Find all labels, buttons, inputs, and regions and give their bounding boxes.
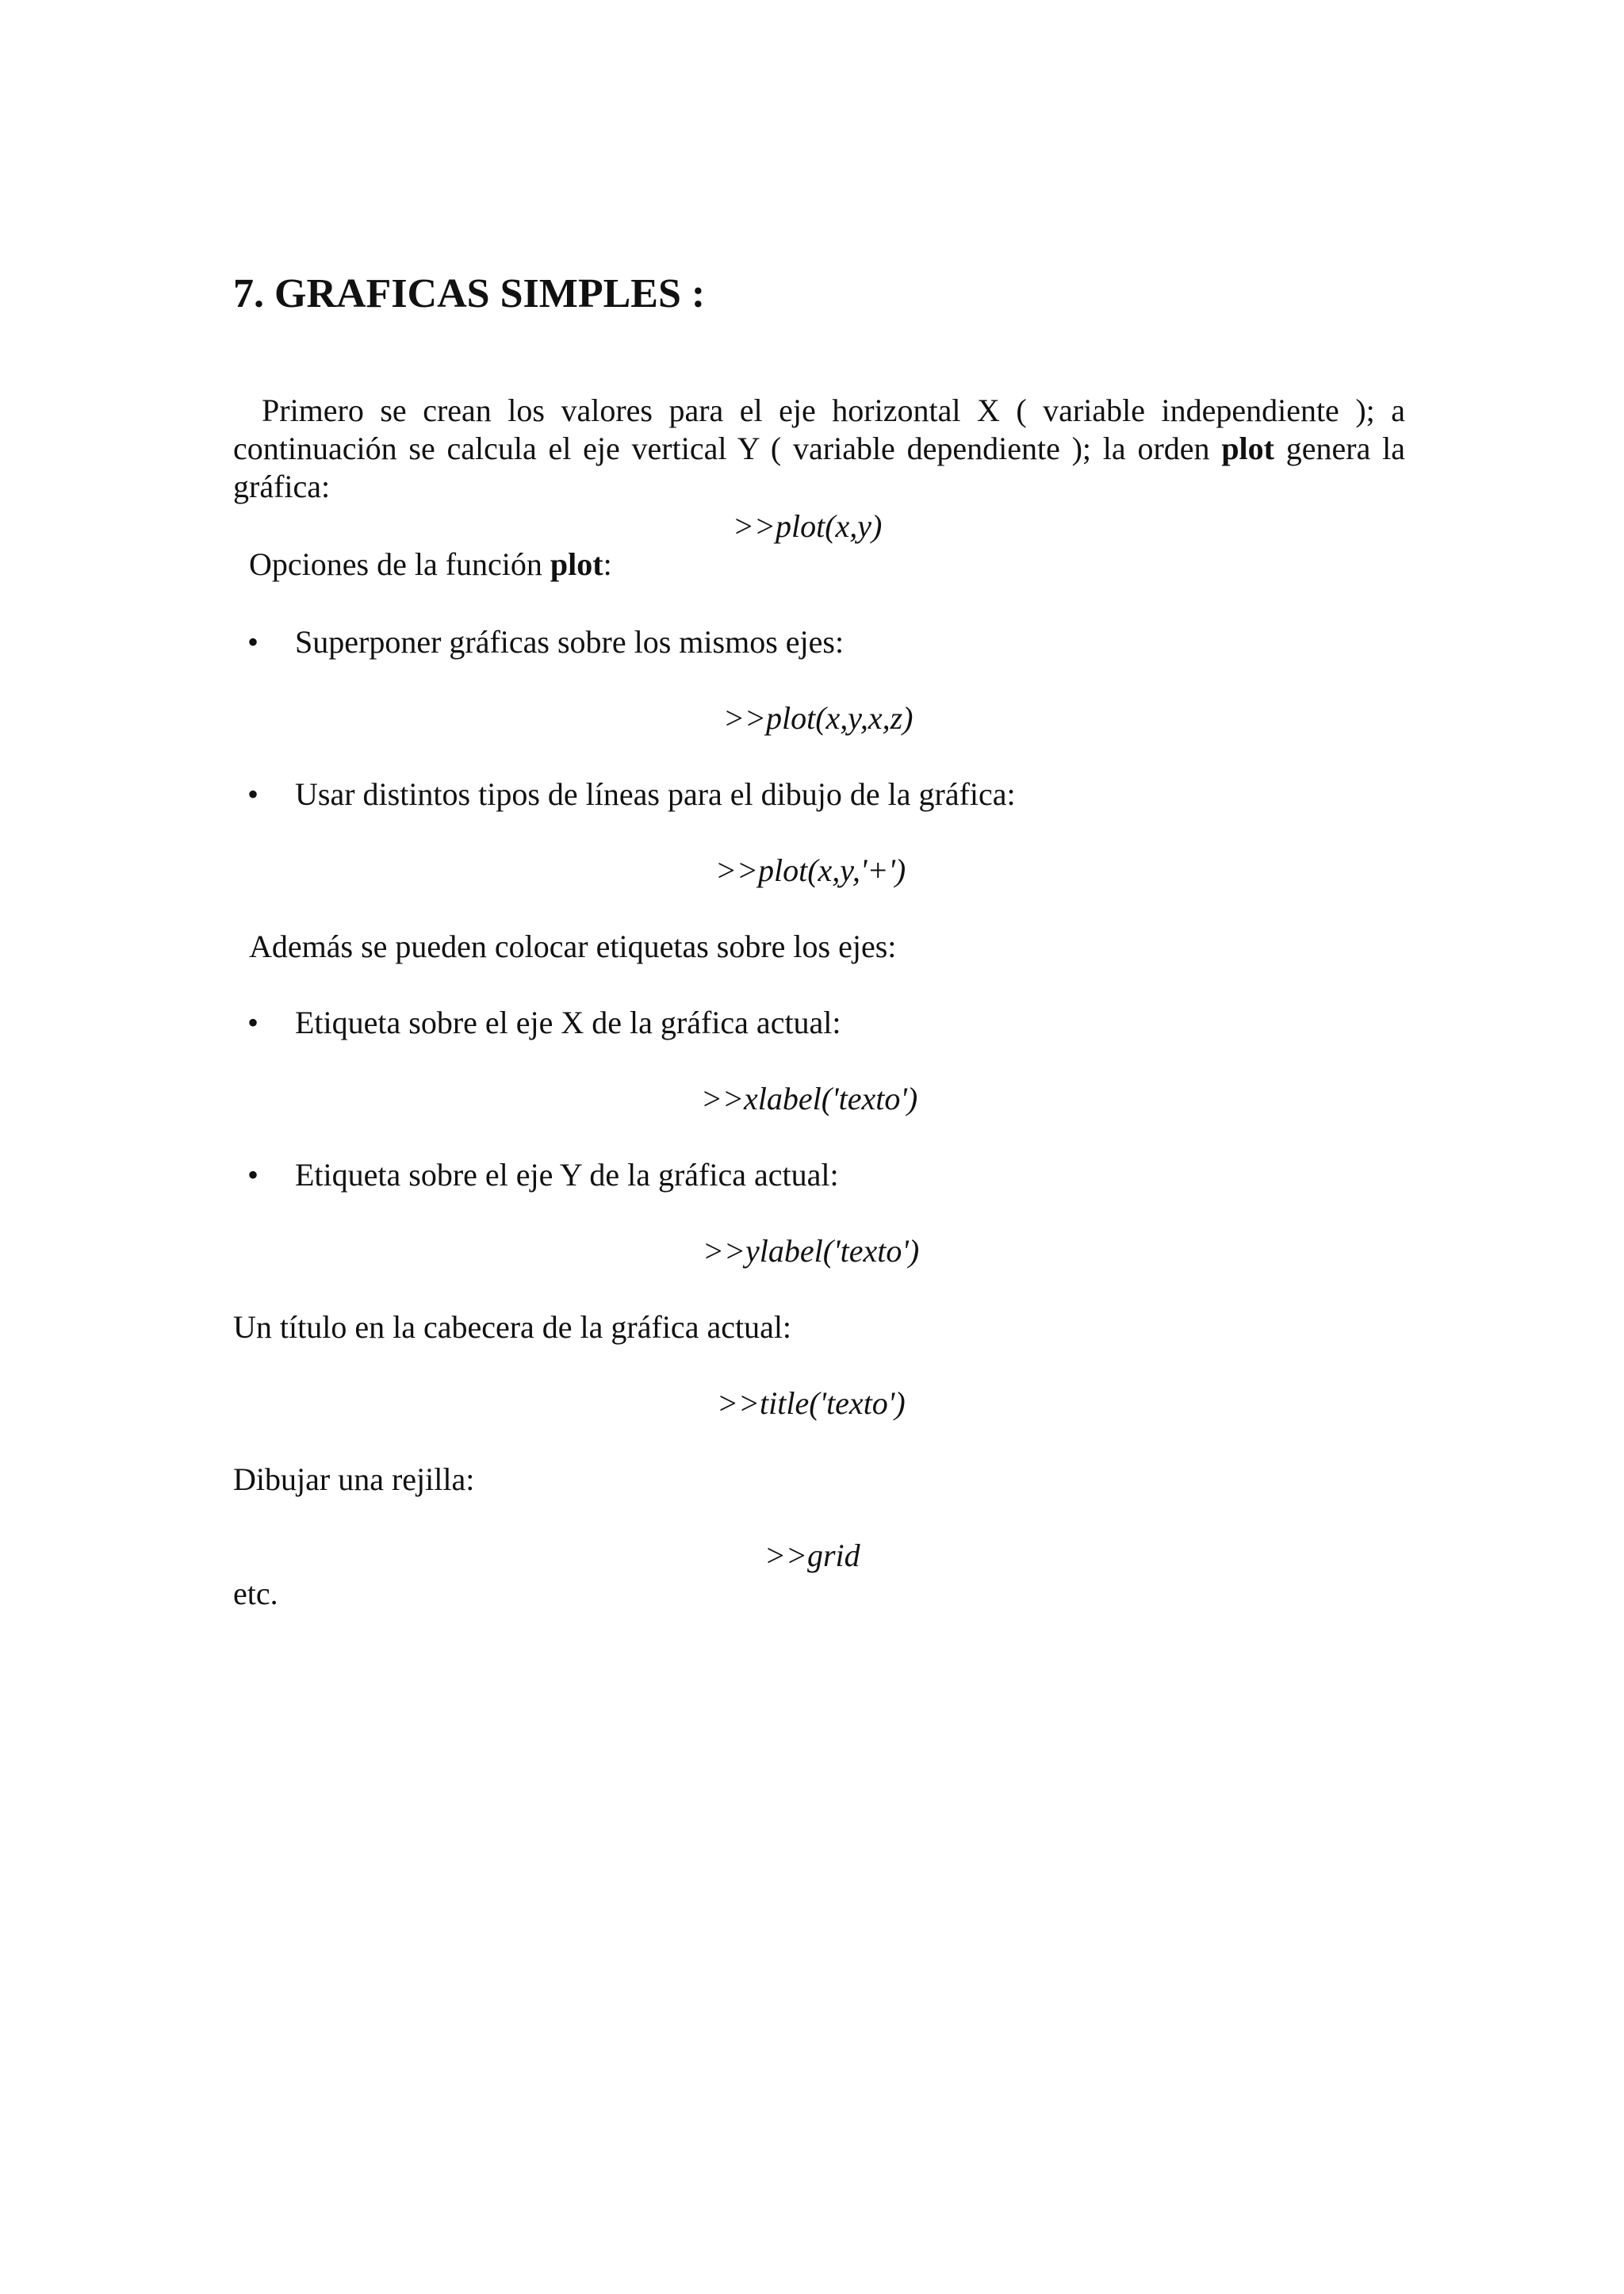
bullet-icon: • [247,1005,259,1040]
bullet-text: Etiqueta sobre el eje X de la gráfica actual: [295,1005,841,1040]
code-xlabel: >>xlabel('texto') [701,1081,918,1116]
bullet-icon: • [247,776,259,812]
bullet-icon: • [247,1157,259,1193]
options-line [249,546,612,584]
code-grid: >>grid [764,1538,860,1573]
bullet-text: Etiqueta sobre el eje Y de la gráfica actual: [295,1157,839,1193]
labels-intro: Además se pueden colocar etiquetas sobre los ejes: [249,929,897,964]
options-bold-plot: plot [550,546,603,582]
bullet-item-linetype [247,776,1016,814]
bullet-item-superpose [247,623,844,661]
options-suffix: : [603,546,612,582]
code-plot-xy: >>plot(x,y) [733,508,883,544]
grid-line: Dibujar una rejilla: [233,1461,475,1497]
options-prefix: Opciones de la función [249,546,542,582]
bullet-text: Superponer gráficas sobre los mismos ejes: [295,624,845,660]
code-plot-linetype: >>plot(x,y,'+') [715,852,906,888]
intro-bold-plot: plot [1221,431,1274,466]
intro-text-part2: genera la gráfica: [233,431,1406,504]
bullet-item-xlabel [247,1004,841,1042]
etc-text: etc. [233,1576,278,1611]
title-line: Un título en la cabecera de la gráfica actual: [233,1309,792,1345]
bullet-text: Usar distintos tipos de líneas para el dibujo de la gráfica: [295,776,1016,812]
bullet-item-ylabel [247,1156,839,1194]
section-heading: 7. GRAFICAS SIMPLES : [233,271,706,316]
code-title: >>title('texto') [717,1385,906,1421]
intro-paragraph [233,392,1405,506]
intro-text-part1: Primero se crean los valores para el eje horizontal X ( variable independiente ); a continuación se calcula el eje vertical Y ( variable dependiente ); la orden [233,393,1405,466]
bullet-icon: • [247,624,259,660]
code-plot-superpose: >>plot(x,y,x,z) [723,700,914,736]
code-ylabel: >>ylabel('texto') [703,1233,920,1269]
